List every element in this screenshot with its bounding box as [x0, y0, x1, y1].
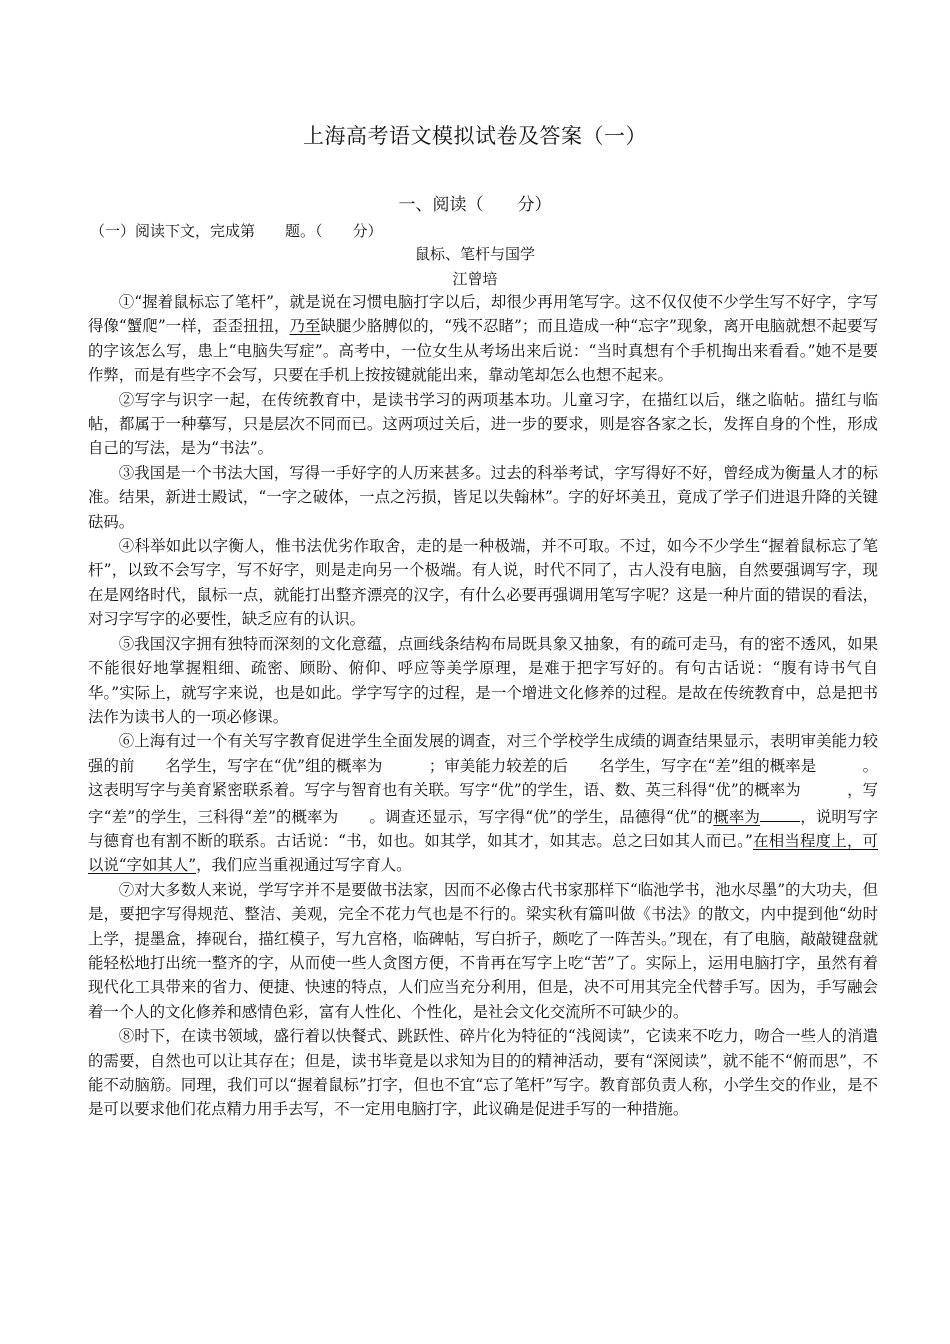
- paragraph-7: ⑦对大多数人来说，学写字并不是要做书法家，因而不必像古代书家那样下“临池学书，池水尽墨”的大功夫，但是，要把字写得规范、整洁、美观，完全不花力气也是不行的。梁实秋有篇叫做《书法》的散文，内中提到他“幼时上学，提墨盒，捧砚台，描红模子，写九宫格，临碑帖，写白折子，颇吃了一阵苦头。”现在，有了电脑，敲敲键盘就能轻松地打出统一整齐的字，从而使一些人贪图方便，不肯再在写字上吃“苦”了。实际上，运用电脑打字，虽然有着现代化工具带来的省力、便捷、快速的特点，人们应当充分利用，但是，决不可用其完全代替手写。因为，手写融会着一个人的文化修养和感情色彩，富有人性化、个性化，是社会文化交流所不可缺少的。: [88, 880, 878, 1021]
- fill-blank[interactable]: [760, 803, 800, 822]
- paragraph-5: ⑤我国汉字拥有独特而深刻的文化意蕴，点画线条结构布局既具象又抽象，有的疏可走马，有的密不透风，如果不能很好地掌握粗细、疏密、顾盼、俯仰、呼应等美学原理，是难于把字写好的。有句古话说：“腹有诗书气自华。”实际上，就写字来说，也是如此。学字写字的过程，是一个增进文化修养的过程。是故在传统教育中，总是把书法作为读书人的一项必修课。: [88, 634, 878, 726]
- underlined-phrase: 概率为: [713, 807, 761, 826]
- paragraph-3: ③我国是一个书法大国，写得一手好字的人历来甚多。过去的科举考试，字写得好不好，曾经成为衡量人才的标准。结果，新进士殿试，“一字之破体，一点之污损，皆足以失翰林”。字的好坏美丑，竟成了学子们进退升降的关键砝码。: [88, 463, 878, 531]
- section-heading: 一、阅读（ 分）: [398, 195, 552, 215]
- paragraph-1: ①“握着鼠标忘了笔杆”，就是说在习惯电脑打字以后，却很少再用笔写字。这不仅仅使不少学生写不好字，字写得像“蟹爬”一样，歪歪扭扭，乃至缺腿少胳膊似的，“残不忍睹”；而且造成一种“忘字”现象，离开电脑就想不起要写的字该怎么写，患上“电脑失写症”。高考中，一位女生从考场出来后说：“当时真想有个手机掏出来看看。”她不是要作弊，而是有些字不会写，只要在手机上按按键就能出来，靠动笔却怎么也想不起来。: [88, 293, 878, 385]
- underlined-sentence: 在相当程度上，可以说“字如其人”: [88, 831, 878, 875]
- exam-title: 上海高考语文模拟试卷及答案（一）: [303, 124, 647, 148]
- article-title: 鼠标、笔杆与国学: [414, 245, 535, 263]
- article-body: [88, 290, 878, 1122]
- paragraph-8: ⑧时下，在读书领域，盛行着以快餐式、跳跃性、碎片化为特征的“浅阅读”，它读来不吃力，吻合一些人的消遣的需要，自然也可以让其存在；但是，读书毕竟是以求知为目的的精神活动，要有“深阅读”，就不能不“俯而思”，不能不动脑筋。同理，我们可以“握着鼠标”打字，但也不宜“忘了笔杆”写字。教育部负责人称，小学生交的作业，是不是可以要求他们花点精力用手去写，不一定用电脑打字，此议确是促进手写的一种措施。: [88, 1027, 878, 1119]
- article-author: 江曾培: [452, 270, 498, 288]
- paragraph-6: ⑥上海有过一个有关写字教育促进学生全面发展的调查，对三个学校学生成绩的调查结果显示，表明审美能力较强的前 名学生，写字在“优”组的概率为 ；审美能力较差的后 名学生，写字在“差”组的概率是 。这表明写字与美育紧密联系着。写字与智育也有关联。写字“优”的学生，语、数、英三科得“优”的概率为 ，写字“差”的学生，三科得“差”的概率为 。调查还显示，写字得“优”的学生，品德得“优”的概率为 ，说明写字与德育也有割不断的联系。古话说：“书，如也。如其学，如其才，如其志。总之曰如其人而已。”在相当程度上，可以说“字如其人”，我们应当重视通过写字育人。: [88, 732, 878, 875]
- paragraph-4: ④科举如此以字衡人，惟书法优劣作取舍，走的是一种极端，并不可取。不过，如今不少学生“握着鼠标忘了笔杆”，以致不会写字，写不好字，则是走向另一个极端。有人说，时代不同了，古人没有电脑，自然要强调写字，现在是网络时代，鼠标一点，就能打出整齐漂亮的汉字，有什么必要再强调用笔写字呢？这是一种片面的错误的看法，对习字写字的必要性，缺乏应有的认识。: [88, 537, 878, 629]
- underlined-word: 乃至: [289, 317, 321, 336]
- question-instruction: （一）阅读下文，完成第 题。（ 分）: [90, 222, 383, 240]
- paragraph-2: ②写字与识字一起，在传统教育中，是读书学习的两项基本功。儿童习字，在描红以后，继之临帖。描红与临帖，都属于一种摹写，只是层次不同而已。这两项过关后，进一步的要求，则是容各家之长，发挥自身的个性，形成自己的写法，是为“书法”。: [88, 390, 878, 458]
